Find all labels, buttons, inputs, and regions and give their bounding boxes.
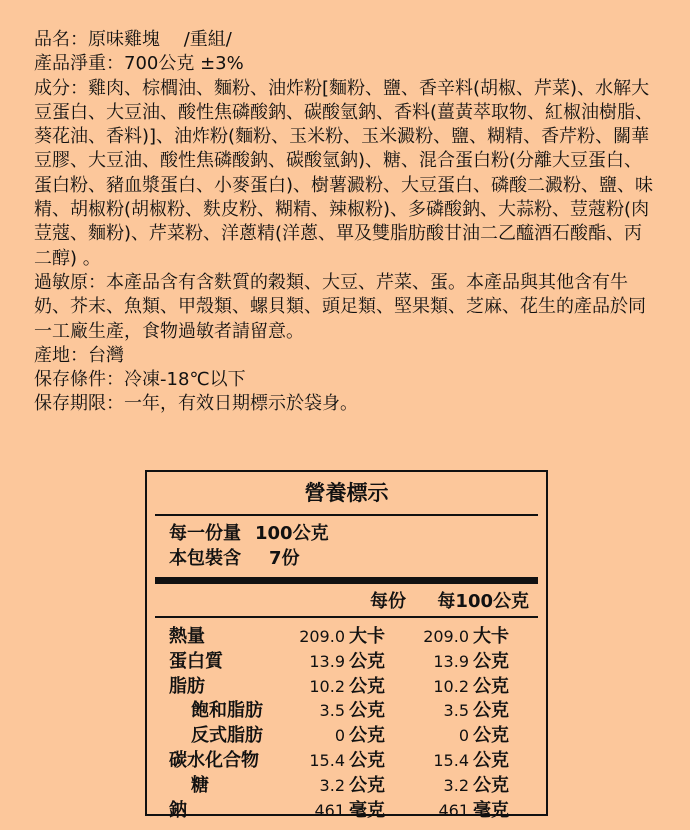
per-serving-value: 3.5 (319, 701, 345, 721)
per-100g-unit: 公克 (473, 749, 509, 771)
nutrient-row (147, 650, 546, 675)
per-100g-value: 3.2 (443, 775, 469, 795)
nutrition-title: 營養標示 (155, 472, 538, 516)
per-100g-value: 0 (458, 726, 469, 746)
per-100g-header: 每100公克 (437, 591, 529, 612)
per-serving-unit: 公克 (349, 700, 385, 722)
serving-info (147, 516, 546, 571)
shelf-life: 保存期限：一年，有效日期標示於袋身。 (34, 393, 358, 415)
per-100g-unit: 毫克 (473, 799, 509, 821)
per-100g-value: 15.4 (433, 750, 469, 770)
per-100g-value: 461 (438, 800, 469, 820)
net-weight: 產品淨重：700公克 ±3% (34, 53, 244, 75)
per-100g-unit: 公克 (473, 774, 509, 796)
nutrient-label: 碳水化合物 (169, 749, 259, 771)
per-serving-value: 461 (314, 800, 345, 820)
nutrient-label: 蛋白質 (169, 650, 223, 672)
nutrient-label: 鈉 (169, 799, 187, 821)
nutrient-row (147, 749, 546, 774)
per-serving-unit: 公克 (349, 749, 385, 771)
nutrient-label: 糖 (191, 774, 209, 796)
origin: 產地：台灣 (34, 344, 124, 366)
nutrient-row (147, 625, 546, 650)
per-serving-unit: 公克 (349, 774, 385, 796)
per-100g-unit: 公克 (473, 650, 509, 672)
serving-size-label: 每一份量 (169, 523, 241, 544)
per-serving-value: 15.4 (309, 750, 345, 770)
per-100g-value: 209.0 (423, 627, 469, 646)
product-info (34, 28, 656, 417)
nutrient-label: 脂肪 (169, 675, 205, 697)
per-serving-unit: 毫克 (349, 799, 385, 821)
per-serving-header: 每份 (370, 591, 406, 612)
per-100g-value: 10.2 (433, 676, 469, 696)
product-name: 品名：原味雞塊 /重組/ (34, 29, 232, 50)
per-100g-value: 13.9 (433, 651, 469, 671)
per-serving-value: 13.9 (309, 651, 345, 671)
per-serving-unit: 公克 (349, 725, 385, 747)
divider (155, 577, 538, 584)
ingredients: 成分：雞肉、棕櫚油、麵粉、油炸粉[麵粉、鹽、香辛料(胡椒、芹菜)、水解大豆蛋白、大豆油、酸性焦磷酸鈉、碳酸氫鈉、香料(薑黃萃取物、紅椒油樹脂、葵花油、香料)]、油炸粉(麵粉、玉米粉、玉米澱粉、鹽、糊精、香芹粉、關華豆膠、大豆油、酸性焦磷酸鈉、碳酸氫鈉)、糖、混合蛋白粉(分離大豆蛋白、蛋白粉、豬血漿蛋白、小麥蛋白)、樹薯澱粉、大豆蛋白、磷酸二澱粉、鹽、味精、胡椒粉(胡椒粉、麩皮粉、糊精、辣椒粉)、多磷酸鈉、大蒜粉、荳蔻粉(肉荳蔻、麵粉)、芹菜粉、洋蔥精(洋蔥、單及雙脂肪酸甘油二乙醯酒石酸酯、丙二醇) 。 (34, 77, 654, 269)
nutrient-label: 飽和脂肪 (191, 700, 263, 722)
nutrient-rows (147, 618, 546, 823)
servings-per-package-value: 7份 (269, 548, 300, 569)
per-serving-unit: 公克 (349, 675, 385, 697)
allergen-notice: 過敏原：本產品含有含麩質的穀類、大豆、芹菜、蛋。本產品與其他含有牛奶、芥末、魚類、甲殼類、螺貝類、頭足類、堅果類、芝麻、花生的產品於同一工廠生產，食物過敏者請留意。 (34, 271, 646, 342)
per-serving-value: 0 (334, 726, 345, 746)
per-100g-value: 3.5 (443, 701, 469, 721)
nutrient-row (147, 699, 546, 724)
nutrient-label: 反式脂肪 (191, 725, 263, 747)
per-100g-unit: 公克 (473, 725, 509, 747)
column-headers (155, 584, 538, 618)
per-serving-value: 10.2 (309, 676, 345, 696)
nutrient-row (147, 675, 546, 700)
serving-size-value: 100公克 (255, 523, 329, 544)
per-100g-unit: 大卡 (473, 626, 509, 647)
per-serving-unit: 公克 (349, 650, 385, 672)
storage-condition: 保存條件：冷凍-18℃以下 (34, 369, 246, 391)
nutrient-row (147, 774, 546, 799)
nutrition-facts-panel (145, 470, 548, 821)
servings-per-package-label: 本包裝含 (169, 548, 241, 569)
nutrient-row (147, 724, 546, 749)
nutrient-label: 熱量 (169, 626, 205, 647)
per-serving-value: 209.0 (299, 627, 345, 646)
per-serving-value: 3.2 (319, 775, 345, 795)
nutrient-row (147, 799, 546, 824)
per-100g-unit: 公克 (473, 675, 509, 697)
per-100g-unit: 公克 (473, 700, 509, 722)
per-serving-unit: 大卡 (349, 626, 385, 647)
